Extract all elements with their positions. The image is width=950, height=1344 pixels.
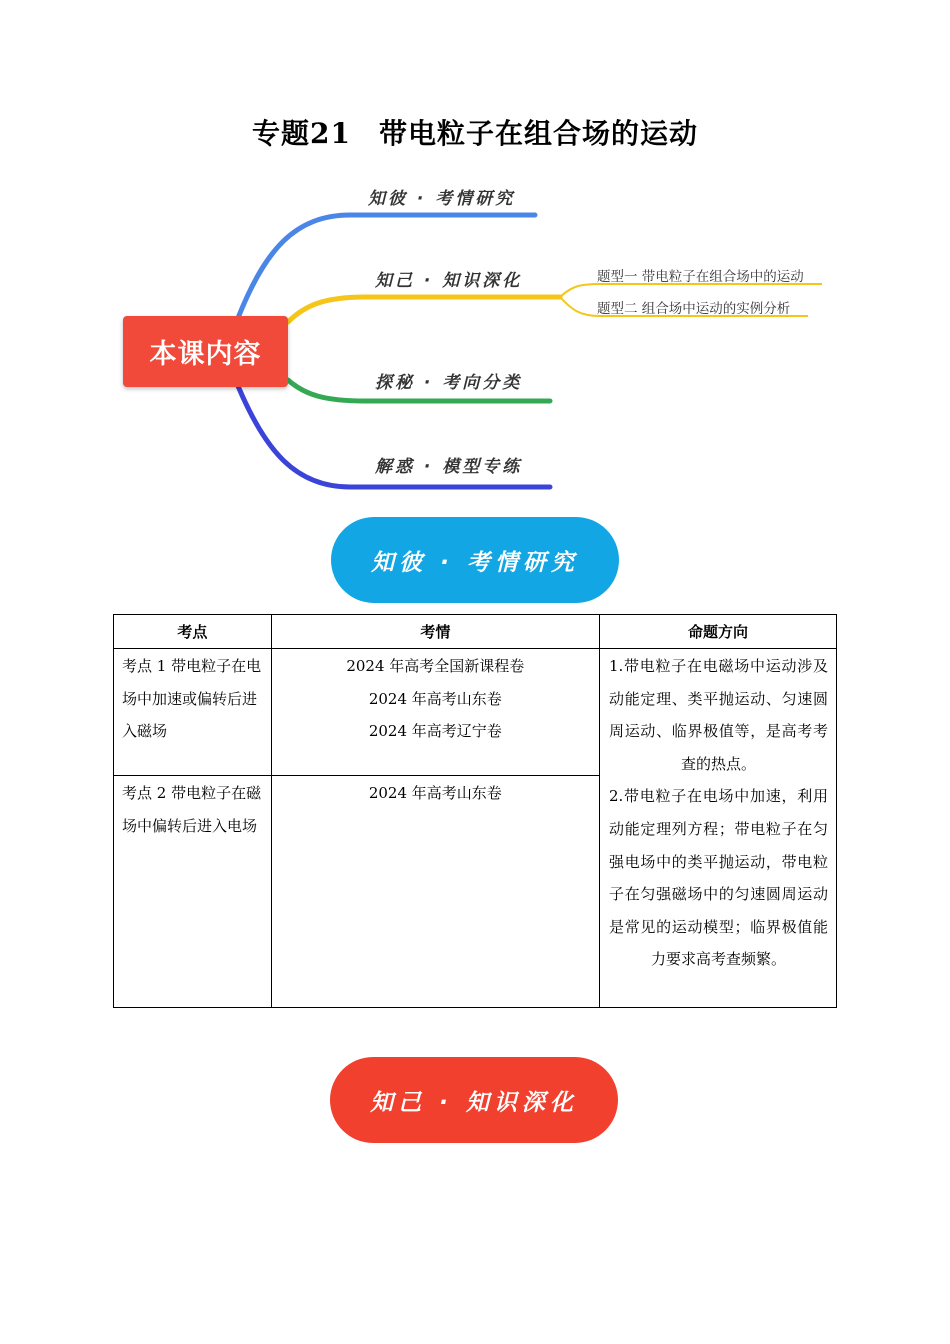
exam-situation-item: 2024 年高考山东卷 [368, 784, 502, 802]
table-header-row [114, 615, 837, 649]
header-direction: 命题方向 [600, 615, 837, 649]
header-exam-point: 考点 [114, 615, 272, 649]
mind-map-root: 本课内容 [123, 316, 288, 387]
exam-point-cell [114, 776, 272, 1008]
topic-name: 带电粒子在组合场的运动 [378, 117, 698, 150]
branch-label-1: 知彼 · 考情研究 [368, 189, 516, 209]
exam-point-text: 考点 2 带电粒子在磁场中偏转后进入电场 [122, 784, 262, 835]
sub-topic-2: 题型二 组合场中运动的实例分析 [597, 301, 791, 317]
header-exam-situation: 考情 [271, 615, 599, 649]
direction-paragraph-2: 2.带电粒子在电场中加速，利用动能定理列方程；带电粒子在匀强电场中的类平抛运动，带电粒子在匀强磁场中的匀速圆周运动是常见的运动模型；临界极值能力要求高考查频繁。 [609, 787, 828, 969]
exam-situation-item: 2024 年高考全国新课程卷 [346, 657, 525, 675]
direction-text [600, 649, 836, 976]
exam-point-text: 考点 1 带电粒子在电场中加速或偏转后进入磁场 [122, 657, 262, 741]
exam-analysis-table [113, 614, 837, 1008]
exam-situation-cell [271, 776, 599, 1008]
exam-situation-item: 2024 年高考辽宁卷 [368, 722, 502, 741]
direction-paragraph-1: 1.带电粒子在电磁场中运动涉及动能定理、类平抛运动、匀速圆周运动、临界极值等，是高考考查的热点。 [609, 657, 828, 773]
sub-line-1 [560, 284, 822, 297]
section-header-knowledge: 知己 · 知识深化 [330, 1057, 618, 1143]
branch-label-4: 解惑 · 模型专练 [375, 457, 523, 477]
section-header-research: 知彼 · 考情研究 [331, 517, 619, 603]
branch-line-2 [288, 297, 560, 322]
branch-label-3: 探秘 · 考向分类 [375, 373, 523, 393]
branch-label-2: 知己 · 知识深化 [375, 271, 523, 291]
exam-point-cell [114, 649, 272, 776]
table-row [114, 649, 837, 776]
sub-topic-1: 题型一 带电粒子在组合场中的运动 [597, 269, 804, 285]
mind-map-connectors [0, 0, 950, 510]
exam-situation-item: 2024 年高考山东卷 [368, 689, 502, 708]
exam-situation-cell [271, 649, 599, 776]
direction-cell [600, 649, 837, 1008]
topic-number: 专题21 [252, 117, 351, 150]
mind-map [0, 0, 950, 510]
